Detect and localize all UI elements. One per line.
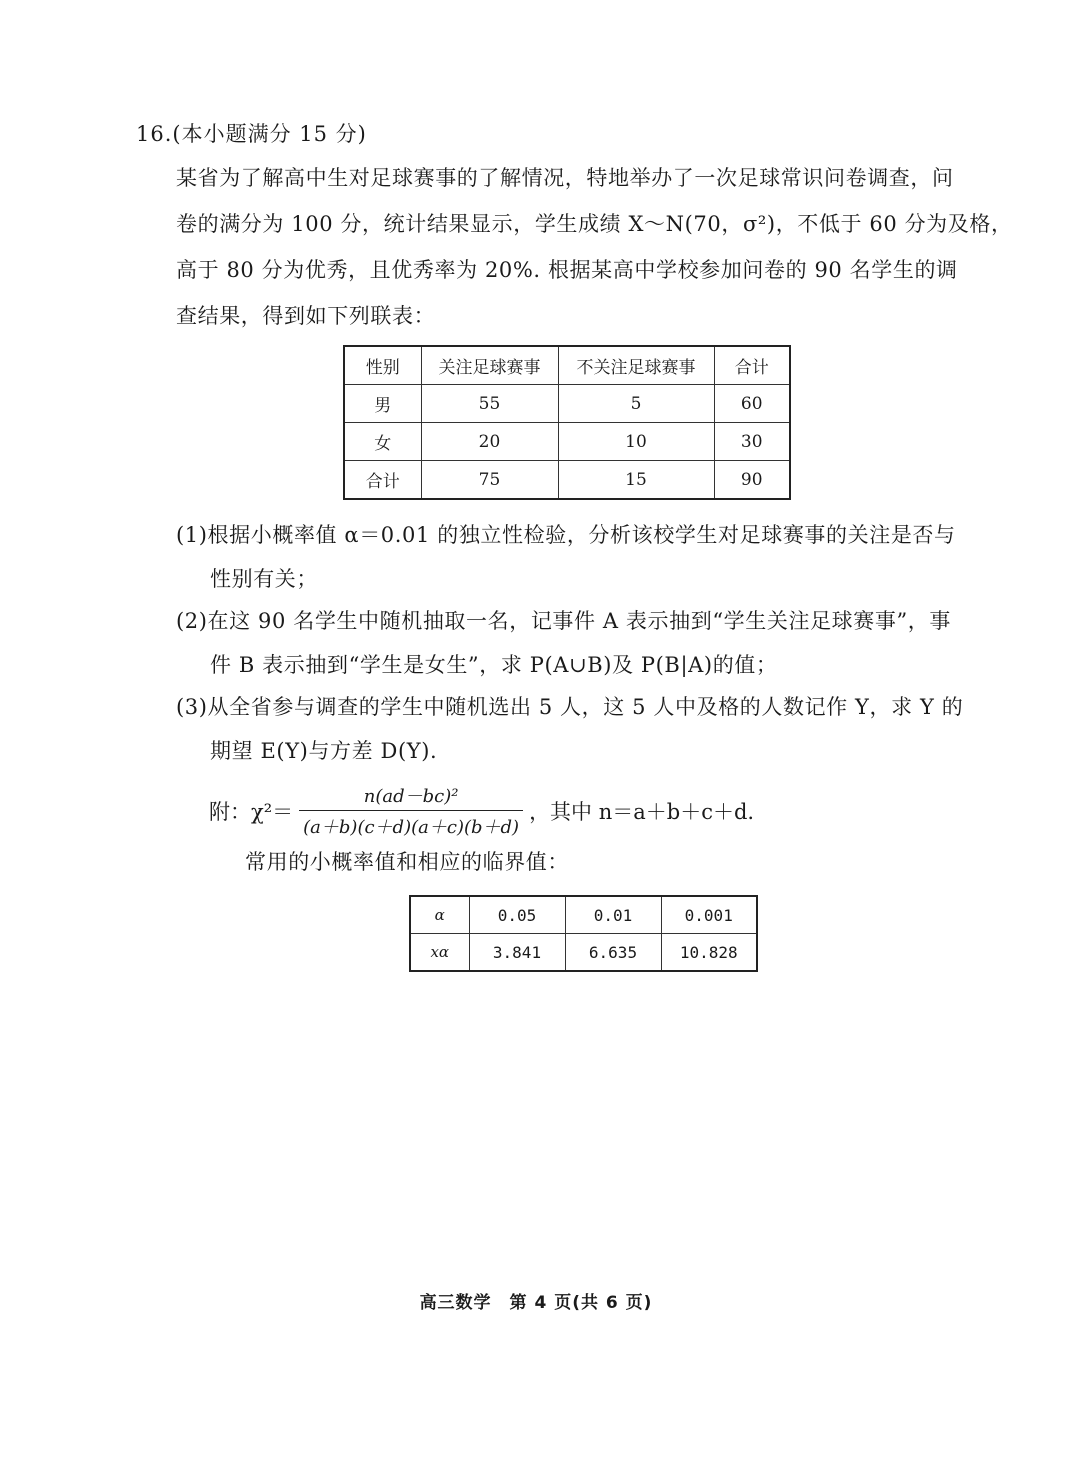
subquestion-line: (3)从全省参与调查的学生中随机选出 5 人，这 5 人中及格的人数记作 Y，求 Y 的 — [176, 695, 964, 719]
intro-line: 卷的满分为 100 分，统计结果显示，学生成绩 X～N(70，σ²)，不低于 60 分为及格， — [176, 212, 1013, 236]
table-cell: 55 — [421, 385, 558, 423]
table-row — [344, 423, 790, 461]
table-cell: 3.841 — [469, 934, 565, 972]
critical-values-table — [409, 895, 758, 972]
table-cell: 15 — [558, 461, 714, 500]
header-cell: 不关注足球赛事 — [558, 346, 714, 385]
subquestion-3 — [176, 685, 976, 773]
table-cell: 20 — [421, 423, 558, 461]
subquestion-line: 期望 E(Y)与方差 D(Y). — [210, 739, 438, 763]
page-footer: 高三数学 第 4 页(共 6 页) — [419, 1293, 653, 1313]
formula-fraction — [299, 782, 523, 839]
table-cell: 0.05 — [469, 896, 565, 934]
critical-value-row — [410, 934, 757, 972]
intro-line: 高于 80 分为优秀，且优秀率为 20%. 根据某高中学校参加问卷的 90 名学生的调 — [176, 258, 958, 282]
table-cell: 75 — [421, 461, 558, 500]
question-header: 16.(本小题满分 15 分) — [136, 122, 367, 146]
table-cell: 女 — [344, 423, 421, 461]
table-cell: 5 — [558, 385, 714, 423]
alpha-symbol-cell: α — [410, 896, 469, 934]
formula-numerator: n(ad－bc)² — [363, 786, 459, 807]
header-cell: 性别 — [344, 346, 421, 385]
subquestion-line: (2)在这 90 名学生中随机抽取一名，记事件 A 表示抽到“学生关注足球赛事”，事 — [176, 609, 952, 633]
formula-suffix: ，其中 n＝a＋b＋c＋d. — [529, 799, 755, 824]
header-cell: 关注足球赛事 — [421, 346, 558, 385]
header-cell: 合计 — [714, 346, 790, 385]
critical-values-note: 常用的小概率值和相应的临界值： — [245, 850, 569, 874]
alpha-row — [410, 896, 757, 934]
intro-line: 某省为了解高中生对足球赛事的了解情况，特地举办了一次足球常识问卷调查，问 — [176, 166, 954, 190]
table-cell: 0.01 — [565, 896, 661, 934]
table-row — [344, 385, 790, 423]
subquestion-line: 件 B 表示抽到“学生是女生”，求 P(A∪B)及 P(B|A)的值； — [210, 653, 778, 677]
formula-denominator: (a＋b)(c＋d)(a＋c)(b＋d) — [299, 810, 523, 839]
subquestion-line: 性别有关； — [210, 567, 318, 591]
table-cell: 0.001 — [661, 896, 757, 934]
table-cell: 6.635 — [565, 934, 661, 972]
table-cell: 男 — [344, 385, 421, 423]
formula-prefix: 附：χ²＝ — [209, 799, 294, 824]
subquestion-line: (1)根据小概率值 α＝0.01 的独立性检验，分析该校学生对足球赛事的关注是否与 — [176, 523, 956, 547]
subquestion-2 — [176, 599, 976, 687]
question-intro — [176, 155, 1013, 339]
table-cell: 10.828 — [661, 934, 757, 972]
table-header-row — [344, 346, 790, 385]
table-cell: 合计 — [344, 461, 421, 500]
table-cell: 10 — [558, 423, 714, 461]
table-row — [344, 461, 790, 500]
table-cell: 60 — [714, 385, 790, 423]
intro-line: 查结果，得到如下列联表： — [176, 304, 436, 328]
contingency-table — [343, 345, 791, 500]
x-alpha-symbol-cell: xα — [410, 934, 469, 972]
table-cell: 30 — [714, 423, 790, 461]
chi-square-formula — [209, 782, 754, 839]
table-cell: 90 — [714, 461, 790, 500]
subquestion-1 — [176, 513, 976, 601]
